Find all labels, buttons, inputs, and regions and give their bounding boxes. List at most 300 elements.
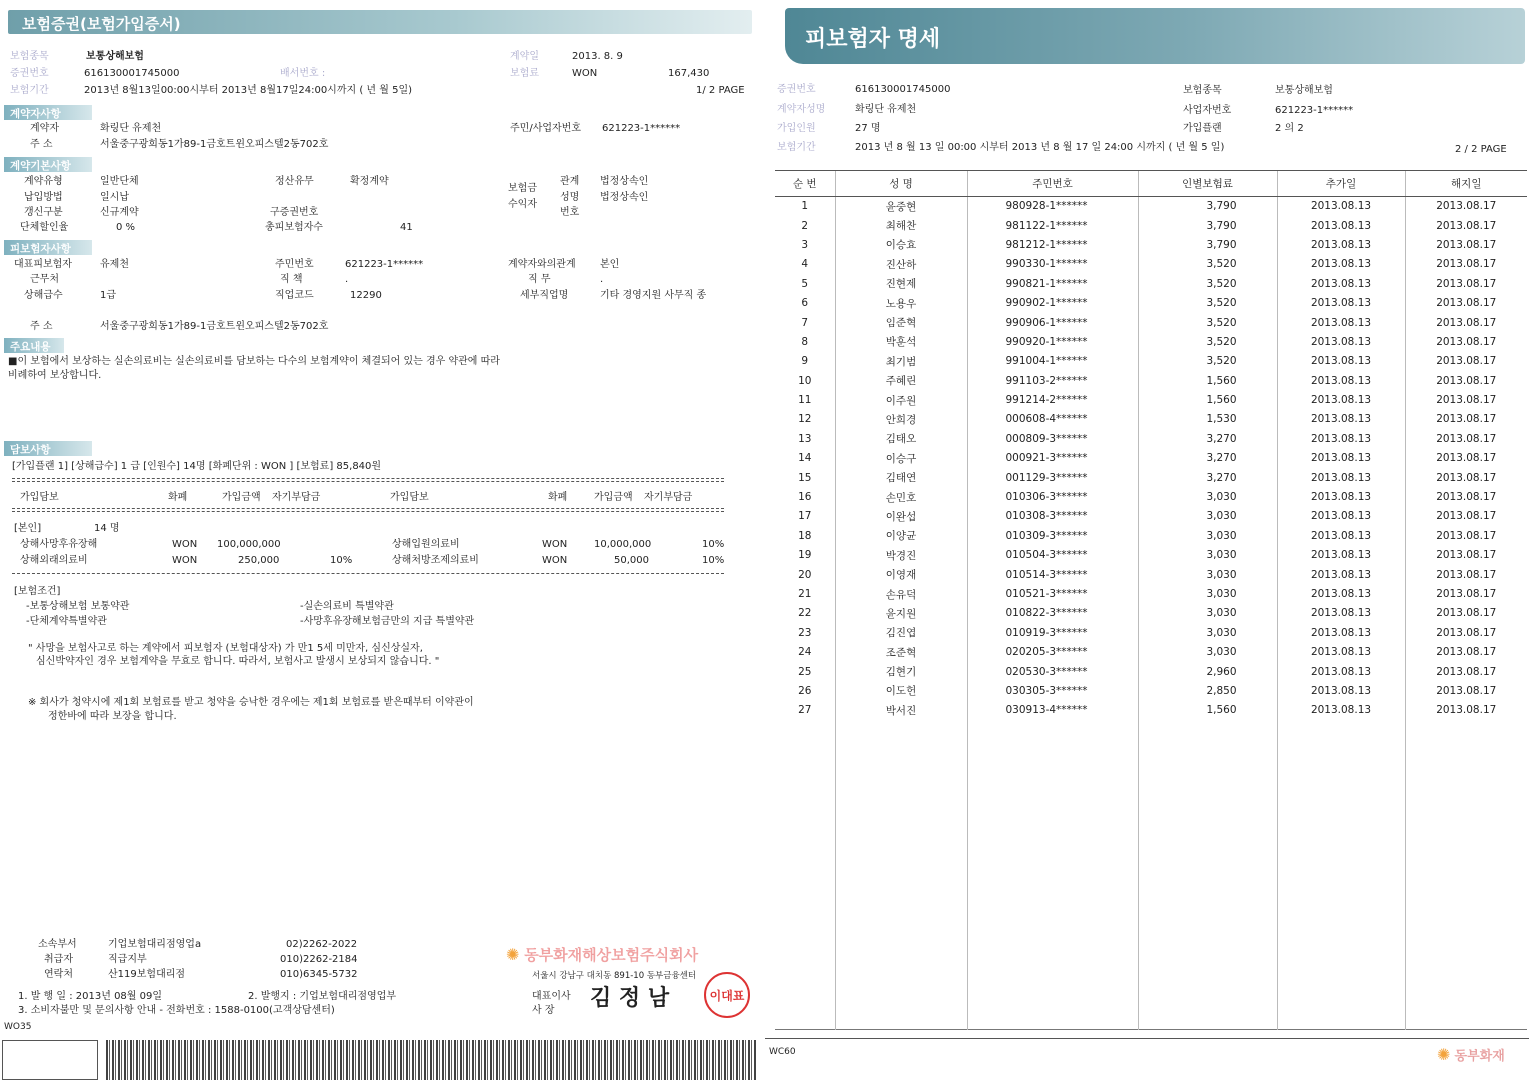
- cell-id: 980928-1******: [967, 197, 1138, 216]
- condition-1: -보통상해보험 보통약관: [26, 601, 130, 612]
- insured-list-page: [765, 0, 1529, 1080]
- cell-added: 2013.08.13: [1277, 410, 1405, 429]
- cell-name: 김진엽: [835, 623, 967, 642]
- cell-terminated: 2013.08.17: [1405, 371, 1527, 390]
- cell-added: 2013.08.13: [1277, 604, 1405, 623]
- cell-premium: 3,030: [1138, 487, 1277, 506]
- table-row: [775, 390, 1527, 409]
- cell-added: 2013.08.13: [1277, 584, 1405, 603]
- cell-added: 2013.08.13: [1277, 449, 1405, 468]
- cell-premium: 3,030: [1138, 526, 1277, 545]
- contractor-id: 621223-1******: [602, 123, 681, 134]
- table-row: [775, 468, 1527, 487]
- col-premium: 인별보험료: [1138, 171, 1277, 197]
- r-biz: 621223-1******: [1275, 105, 1354, 116]
- beneficiary-num-label: 번호: [560, 207, 580, 218]
- company-name: 동부화재해상보험주식회사: [524, 946, 699, 964]
- dept-tel: 02)2262-2022: [286, 939, 358, 950]
- cell-added: 2013.08.13: [1277, 313, 1405, 332]
- cell-seq: 22: [798, 607, 812, 620]
- table-row: [775, 623, 1527, 642]
- table-row: [775, 449, 1527, 468]
- cell-added: 2013.08.13: [1277, 642, 1405, 661]
- cell-name: 손민호: [835, 487, 967, 506]
- insured-count: 41: [400, 222, 413, 233]
- table-header-row: [775, 171, 1527, 197]
- cell-name: 김태오: [835, 429, 967, 448]
- cell-name: 최기범: [835, 352, 967, 371]
- cell-terminated: 2013.08.17: [1405, 332, 1527, 351]
- col-amount-b: 가입금액: [594, 492, 633, 503]
- cell-terminated: 2013.08.17: [1405, 681, 1527, 700]
- r-policy-no: 616130001745000: [855, 84, 951, 95]
- r-product: 보통상해보험: [1275, 85, 1333, 96]
- cell-seq: 18: [798, 529, 812, 542]
- r-biz-label: 사업자번호: [1183, 105, 1232, 116]
- premium-currency: WON: [572, 68, 598, 79]
- type-label: 계약유형: [24, 176, 63, 187]
- rep-id-label: 주민번호: [275, 259, 314, 270]
- cell-seq: 1: [801, 200, 809, 213]
- insured-address: 서울중구광희동1가89-1금호트윈오피스텔2동702호: [100, 321, 329, 332]
- cell-name: 최해찬: [835, 216, 967, 235]
- cell-added: 2013.08.13: [1277, 216, 1405, 235]
- cell-terminated: 2013.08.17: [1405, 313, 1527, 332]
- relation-to-contractor: 본인: [600, 259, 620, 270]
- bottom-rule: [765, 1038, 1529, 1039]
- cell-seq: 7: [801, 316, 809, 329]
- table-row: [775, 293, 1527, 312]
- cell-premium: 3,270: [1138, 468, 1277, 487]
- cell-terminated: 2013.08.17: [1405, 293, 1527, 312]
- cell-added: 2013.08.13: [1277, 565, 1405, 584]
- cell-id: 990906-1******: [967, 313, 1138, 332]
- cell-name: 안희경: [835, 410, 967, 429]
- pay-value: 일시납: [100, 192, 129, 203]
- cell-id: 030305-3******: [967, 681, 1138, 700]
- self-label: [본인]: [14, 523, 42, 534]
- table-row: [775, 681, 1527, 700]
- cell-name: 윤중현: [835, 197, 967, 216]
- cell-premium: 3,030: [1138, 604, 1277, 623]
- deductible-a-2: 10%: [330, 555, 353, 566]
- contract-date-label: 계약일: [510, 51, 539, 62]
- job-code: 12290: [350, 290, 382, 301]
- note-4: 정한바에 따라 보장을 합니다.: [48, 711, 177, 722]
- cell-id: 000921-3******: [967, 449, 1138, 468]
- job-code-label: 직업코드: [275, 290, 314, 301]
- cell-name: 김현기: [835, 662, 967, 681]
- cell-seq: 12: [798, 413, 812, 426]
- cell-id: 020530-3******: [967, 662, 1138, 681]
- r-contractor: 화링단 유제천: [855, 104, 917, 115]
- col-terminated: 해지일: [1405, 171, 1527, 197]
- premium-label: 보험료: [510, 68, 539, 79]
- job-detail-label: 세부직업명: [520, 290, 569, 301]
- contractor-name: 화링단 유제천: [100, 123, 162, 134]
- r-form-code: WC60: [769, 1047, 796, 1057]
- blank-box: [2, 1040, 98, 1080]
- cell-premium: 2,960: [1138, 662, 1277, 681]
- r-count: 27 명: [855, 123, 881, 134]
- r-count-label: 가입인원: [777, 123, 816, 134]
- job-title-label: 직 책: [280, 274, 303, 285]
- rep-id: 621223-1******: [345, 259, 424, 270]
- cell-terminated: 2013.08.17: [1405, 255, 1527, 274]
- cell-premium: 3,790: [1138, 197, 1277, 216]
- cell-name: 이양균: [835, 526, 967, 545]
- contact: 산119보험대리점: [108, 969, 186, 980]
- cell-seq: 10: [798, 374, 812, 387]
- col-currency-a: 화폐: [168, 492, 188, 503]
- cell-seq: 13: [798, 432, 812, 445]
- table-row: [775, 352, 1527, 371]
- cell-seq: 20: [798, 568, 812, 581]
- r-period-label: 보험기간: [777, 142, 816, 153]
- cell-id: 991004-1******: [967, 352, 1138, 371]
- handler-label: 취급자: [44, 954, 73, 965]
- cell-seq: 16: [798, 491, 812, 504]
- r-company-logo-text: 동부화재: [1454, 1049, 1505, 1064]
- col-deductible-b: 자기부담금: [644, 492, 693, 503]
- cell-id: 990920-1******: [967, 332, 1138, 351]
- cell-added: 2013.08.13: [1277, 623, 1405, 642]
- table-row: [775, 662, 1527, 681]
- cell-terminated: 2013.08.17: [1405, 390, 1527, 409]
- cell-terminated: 2013.08.17: [1405, 507, 1527, 526]
- period-label: 보험기간: [10, 85, 49, 96]
- policy-no: 616130001745000: [84, 68, 180, 79]
- cell-id: 010521-3******: [967, 584, 1138, 603]
- col-coverage-b: 가입담보: [390, 492, 429, 503]
- cell-premium: 3,790: [1138, 235, 1277, 254]
- insured-list-title: 피보험자 명세: [785, 8, 1525, 64]
- cell-terminated: 2013.08.17: [1405, 487, 1527, 506]
- table-row: [775, 565, 1527, 584]
- cell-premium: 3,030: [1138, 546, 1277, 565]
- condition-2: -실손의료비 특별약관: [300, 601, 394, 612]
- cell-id: 010822-3******: [967, 604, 1138, 623]
- r-page-number: 2 / 2 PAGE: [1455, 144, 1507, 155]
- seal-stamp: 이대표: [704, 972, 750, 1018]
- cell-added: 2013.08.13: [1277, 235, 1405, 254]
- cell-premium: 1,530: [1138, 410, 1277, 429]
- renew-value: 신규계약: [100, 207, 139, 218]
- coverage-a-1: 상해사망후유장해: [20, 539, 98, 550]
- cell-terminated: 2013.08.17: [1405, 274, 1527, 293]
- table-row: [775, 216, 1527, 235]
- cell-premium: 3,030: [1138, 642, 1277, 661]
- table-row: [775, 197, 1527, 216]
- cell-id: 010306-3******: [967, 487, 1138, 506]
- plan-line: [가입플랜 1] [상해급수] 1 급 [인원수] 14명 [화폐단위 : WON ] [보험료] 85,840원: [12, 461, 382, 472]
- ceo-label-1: 대표이사: [532, 991, 571, 1002]
- cell-premium: 3,030: [1138, 584, 1277, 603]
- table-row: [775, 507, 1527, 526]
- cell-added: 2013.08.13: [1277, 468, 1405, 487]
- table-row: [775, 604, 1527, 623]
- cell-id: 010309-3******: [967, 526, 1138, 545]
- cell-id: 020205-3******: [967, 642, 1138, 661]
- note-2: 심신박약자인 경우 보험계약을 무효로 합니다. 따라서, 보험사고 발생시 보상되지 않습니다. ": [36, 656, 440, 667]
- cell-terminated: 2013.08.17: [1405, 546, 1527, 565]
- certificate-title: 보험증권(보험가입증서): [8, 10, 752, 34]
- cell-id: 981212-1******: [967, 235, 1138, 254]
- cell-added: 2013.08.13: [1277, 293, 1405, 312]
- main-line-1: ■이 보험에서 보상하는 실손의료비는 실손의료비를 담보하는 다수의 보험계약이 체결되어 있는 경우 약관에 따라: [8, 356, 500, 367]
- cell-added: 2013.08.13: [1277, 487, 1405, 506]
- col-name: 성 명: [835, 171, 967, 197]
- cell-premium: 3,030: [1138, 507, 1277, 526]
- cell-premium: 3,520: [1138, 274, 1277, 293]
- contact-label: 연락처: [44, 969, 73, 980]
- renew-label: 갱신구분: [24, 207, 63, 218]
- cell-name: 김태연: [835, 468, 967, 487]
- cell-terminated: 2013.08.17: [1405, 449, 1527, 468]
- col-id: 주민번호: [967, 171, 1138, 197]
- cell-id: 981122-1******: [967, 216, 1138, 235]
- cell-name: 손유덕: [835, 584, 967, 603]
- cell-premium: 3,520: [1138, 352, 1277, 371]
- cell-premium: 3,520: [1138, 255, 1277, 274]
- table-row: [775, 313, 1527, 332]
- cell-premium: 3,520: [1138, 332, 1277, 351]
- main-line-2: 비례하여 보상합니다.: [8, 370, 102, 381]
- cell-terminated: 2013.08.17: [1405, 216, 1527, 235]
- consumer-notice: 3. 소비자불만 및 문의사항 안내 - 전화번호 : 1588-0100(고객상담센터): [18, 1005, 335, 1016]
- cell-name: 주혜린: [835, 371, 967, 390]
- cell-name: 이주원: [835, 390, 967, 409]
- cell-id: 030913-4******: [967, 701, 1138, 720]
- relation-label: 관계: [560, 176, 580, 187]
- job-title: .: [345, 274, 349, 285]
- col-amount-a: 가입금액: [222, 492, 261, 503]
- coverage-b-1: 상해입원의료비: [392, 539, 460, 550]
- dept-label: 소속부서: [38, 939, 77, 950]
- cell-terminated: 2013.08.17: [1405, 429, 1527, 448]
- cell-seq: 6: [801, 297, 809, 310]
- table-row: [775, 642, 1527, 661]
- cell-id: 010919-3******: [967, 623, 1138, 642]
- col-coverage-a: 가입담보: [20, 492, 59, 503]
- cell-terminated: 2013.08.17: [1405, 235, 1527, 254]
- cell-premium: 2,850: [1138, 681, 1277, 700]
- cell-name: 임준혁: [835, 313, 967, 332]
- cell-seq: 19: [798, 549, 812, 562]
- divider: [12, 478, 724, 482]
- work-label: 근무처: [30, 274, 59, 285]
- table-row: [775, 701, 1527, 720]
- contract-date: 2013. 8. 9: [572, 51, 623, 62]
- section-insured: 피보험자사항: [4, 240, 92, 255]
- duty: .: [600, 274, 604, 285]
- insured-count-label: 총피보험자수: [265, 222, 323, 233]
- cell-premium: 3,270: [1138, 429, 1277, 448]
- 2d-barcode: [106, 1040, 756, 1080]
- cell-terminated: 2013.08.17: [1405, 565, 1527, 584]
- handler: 직급지부: [108, 954, 147, 965]
- rep-insured: 유제천: [100, 259, 129, 270]
- cell-id: 001129-3******: [967, 468, 1138, 487]
- cell-premium: 3,030: [1138, 623, 1277, 642]
- cell-premium: 3,520: [1138, 313, 1277, 332]
- deductible-b-2: 10%: [702, 555, 725, 566]
- cell-id: 000608-4******: [967, 410, 1138, 429]
- currency-a-2: WON: [172, 555, 198, 566]
- insured-address-label: 주 소: [30, 321, 53, 332]
- note-1: " 사망을 보험사고로 하는 계약에서 피보험자 (보험대상자) 가 만1 5세 미만자, 심신상실자,: [28, 643, 423, 654]
- contractor-address: 서울중구광희동1가89-1금호트윈오피스텔2동702호: [100, 139, 329, 150]
- condition-4: -사망후유장해보험금만의 지급 특별약관: [300, 616, 475, 627]
- cell-added: 2013.08.13: [1277, 255, 1405, 274]
- cell-seq: 27: [798, 704, 812, 717]
- currency-b-2: WON: [542, 555, 568, 566]
- cell-name: 노용우: [835, 293, 967, 312]
- cell-id: 010308-3******: [967, 507, 1138, 526]
- section-coverage: 담보사항: [4, 441, 92, 456]
- cell-added: 2013.08.13: [1277, 371, 1405, 390]
- cell-added: 2013.08.13: [1277, 507, 1405, 526]
- table-row: [775, 584, 1527, 603]
- cell-seq: 8: [801, 335, 809, 348]
- settle-label: 정산유무: [275, 176, 314, 187]
- self-count: 14 명: [94, 523, 120, 534]
- cell-id: 990902-1******: [967, 293, 1138, 312]
- cell-added: 2013.08.13: [1277, 429, 1405, 448]
- cell-added: 2013.08.13: [1277, 197, 1405, 216]
- cell-terminated: 2013.08.17: [1405, 352, 1527, 371]
- cell-added: 2013.08.13: [1277, 526, 1405, 545]
- cell-terminated: 2013.08.17: [1405, 604, 1527, 623]
- relation-to-contractor-label: 계약자와의관계: [508, 259, 576, 270]
- cell-premium: 3,030: [1138, 565, 1277, 584]
- cell-added: 2013.08.13: [1277, 390, 1405, 409]
- cell-seq: 21: [798, 588, 812, 600]
- col-deductible-a: 자기부담금: [272, 492, 321, 503]
- cell-premium: 1,560: [1138, 701, 1277, 720]
- cell-seq: 4: [801, 258, 809, 271]
- cell-name: 이영재: [835, 565, 967, 584]
- cell-id: 991214-2******: [967, 390, 1138, 409]
- amount-a-1: 100,000,000: [217, 539, 281, 550]
- divider: [12, 508, 724, 512]
- amount-b-2: 50,000: [614, 555, 649, 566]
- deductible-b-1: 10%: [702, 539, 725, 550]
- table-row: [775, 487, 1527, 506]
- job-detail: 기타 경영지원 사무직 종: [600, 290, 707, 301]
- cell-seq: 24: [798, 646, 812, 659]
- cell-premium: 1,560: [1138, 390, 1277, 409]
- cell-seq: 14: [798, 452, 812, 465]
- period: 2013년 8월13일00:00시부터 2013년 8월17일24:00시까지 ( 년 월 5일): [84, 85, 413, 96]
- beneficiary-name-label: 성명: [560, 192, 580, 203]
- cell-seq: 23: [798, 626, 812, 639]
- cell-terminated: 2013.08.17: [1405, 526, 1527, 545]
- cell-seq: 5: [801, 277, 809, 290]
- cell-terminated: 2013.08.17: [1405, 197, 1527, 216]
- handler-tel: 010)2262-2184: [280, 954, 358, 965]
- section-contractor: 계약자사항: [4, 105, 92, 120]
- ceo-label-2: 사 장: [532, 1005, 555, 1016]
- r-policy-label: 증권번호: [777, 84, 816, 95]
- coverage-b-2: 상해처방조제의료비: [392, 555, 479, 566]
- premium-total: 167,430: [668, 68, 710, 79]
- cell-id: 010514-3******: [967, 565, 1138, 584]
- page-number: 1/ 2 PAGE: [696, 85, 745, 96]
- cell-name: 진현제: [835, 274, 967, 293]
- r-period: 2013 년 8 월 13 일 00:00 시부터 2013 년 8 월 17 일 24:00 시까지 ( 년 월 5 일): [855, 142, 1225, 153]
- amount-a-2: 250,000: [238, 555, 280, 566]
- settle-value: 확정계약: [350, 176, 389, 187]
- cell-seq: 2: [801, 219, 809, 232]
- beneficiary-label-2: 수익자: [508, 199, 537, 210]
- contractor-address-label: 주 소: [30, 139, 53, 150]
- amount-b-1: 10,000,000: [594, 539, 652, 550]
- company-logo-icon: ✺: [1437, 1045, 1451, 1064]
- col-currency-b: 화폐: [548, 492, 568, 503]
- cell-name: 이승구: [835, 449, 967, 468]
- table-row: [775, 235, 1527, 254]
- rep-insured-label: 대표피보험자: [14, 259, 72, 270]
- product-label: 보험종목: [10, 51, 49, 62]
- table-row: [775, 546, 1527, 565]
- cell-seq: 17: [798, 510, 812, 523]
- table-row: [775, 371, 1527, 390]
- beneficiary-name: 법정상속인: [600, 192, 649, 203]
- discount-value: 0 %: [116, 222, 136, 233]
- note-3: ※ 회사가 청약시에 제1회 보험료를 받고 청약을 승낙한 경우에는 제1회 보험료를 받은때부터 이약관이: [28, 697, 474, 708]
- table-row: [775, 526, 1527, 545]
- cell-added: 2013.08.13: [1277, 352, 1405, 371]
- cell-added: 2013.08.13: [1277, 332, 1405, 351]
- beneficiary-label-1: 보험금: [508, 183, 537, 194]
- cell-name: 박훈석: [835, 332, 967, 351]
- cell-seq: 15: [798, 471, 812, 484]
- cell-seq: 25: [798, 665, 812, 678]
- ceo-signature: 김 정 남: [590, 985, 670, 1011]
- cell-terminated: 2013.08.17: [1405, 410, 1527, 429]
- cell-seq: 11: [798, 394, 812, 407]
- cell-name: 조준혁: [835, 642, 967, 661]
- discount-label: 단체할인율: [20, 222, 69, 233]
- table-row: [775, 410, 1527, 429]
- r-plan-label: 가입플랜: [1183, 123, 1222, 134]
- relation-value: 법정상속인: [600, 176, 649, 187]
- currency-a-1: WON: [172, 539, 198, 550]
- contractor-label: 계약자: [30, 123, 59, 134]
- condition-3: -단체계약특별약관: [26, 616, 107, 627]
- r-product-label: 보험종목: [1183, 85, 1222, 96]
- ref-no-label: 배서번호 :: [280, 68, 326, 79]
- cell-id: 991103-2******: [967, 371, 1138, 390]
- cell-seq: 3: [801, 238, 809, 251]
- issuer: 2. 발행지 : 기업보험대리점영업부: [248, 991, 397, 1002]
- grade-label: 상해급수: [24, 290, 63, 301]
- cell-premium: 1,560: [1138, 371, 1277, 390]
- r-plan: 2 의 2: [1275, 123, 1304, 134]
- form-code: WO35: [4, 1022, 32, 1032]
- pay-label: 납입방법: [24, 192, 63, 203]
- company-address: 서울시 강남구 대치동 891-10 동부금융센터: [532, 971, 697, 981]
- cell-terminated: 2013.08.17: [1405, 584, 1527, 603]
- table-row: [775, 274, 1527, 293]
- coverage-a-2: 상해외래의료비: [20, 555, 88, 566]
- company-logo-icon: ✺: [506, 945, 520, 964]
- table-row: [775, 332, 1527, 351]
- old-policy-label: 구증권번호: [270, 207, 319, 218]
- product-value: 보통상해보험: [86, 51, 144, 62]
- cell-terminated: 2013.08.17: [1405, 468, 1527, 487]
